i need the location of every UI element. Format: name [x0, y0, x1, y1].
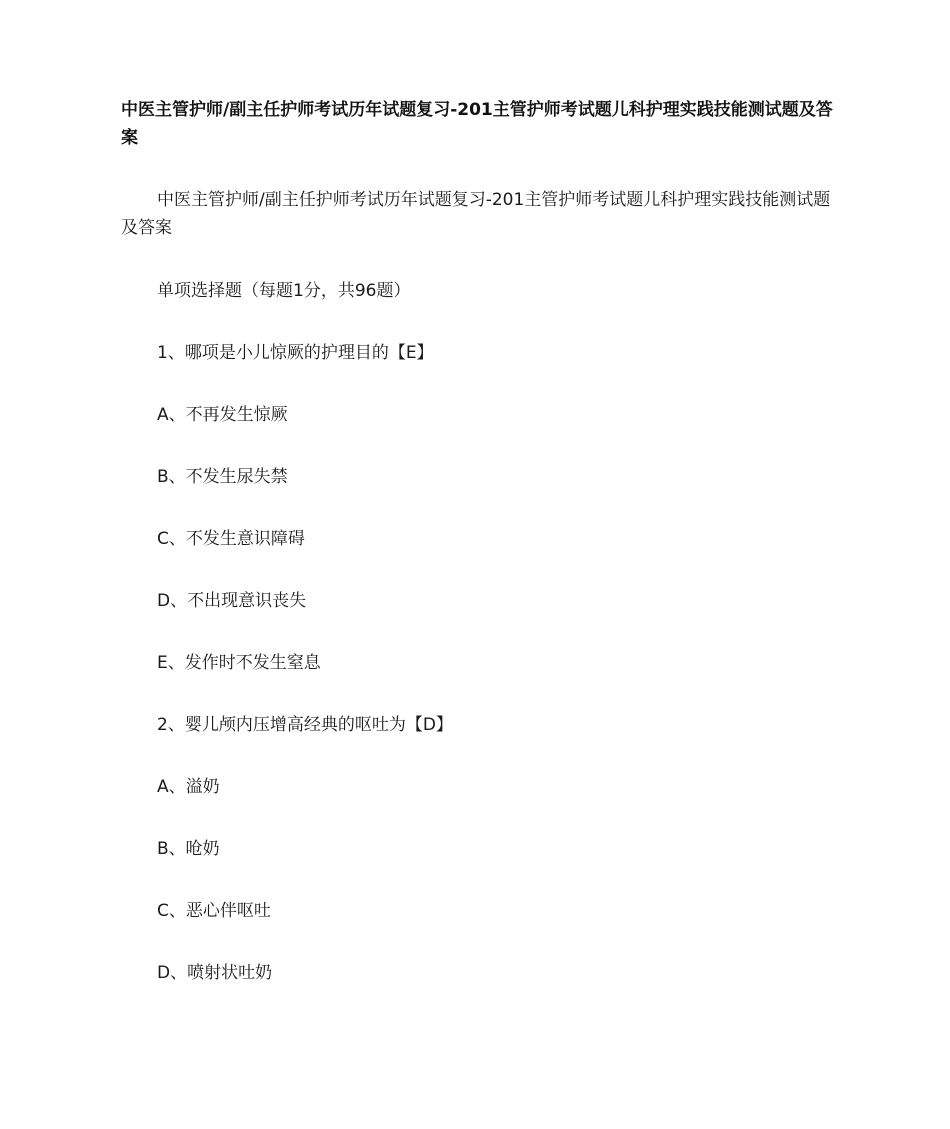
- question-1-option-a: A、不再发生惊厥: [157, 405, 288, 425]
- question-1-option-d: D、不出现意识丧失: [157, 591, 307, 611]
- question-1-option-c: C、不发生意识障碍: [157, 529, 305, 549]
- question-2-option-a: A、溢奶: [157, 777, 220, 797]
- intro-paragraph: 中医主管护师/副主任护师考试历年试题复习-201主管护师考试题儿科护理实践技能测试题及答案: [121, 190, 831, 238]
- question-1-option-e: E、发作时不发生窒息: [157, 653, 321, 673]
- question-2-option-c: C、恶心伴呕吐: [157, 901, 271, 921]
- question-2: 2、婴儿颅内压增高经典的呕吐为【D】: [157, 715, 453, 735]
- question-2-option-d: D、喷射状吐奶: [157, 963, 273, 983]
- question-2-option-b: B、呛奶: [157, 839, 220, 859]
- question-1-option-b: B、不发生尿失禁: [157, 467, 288, 487]
- question-1: 1、哪项是小儿惊厥的护理目的【E】: [157, 343, 434, 363]
- section-heading: 单项选择题（每题1分，共96题）: [157, 281, 411, 301]
- document-title: 中医主管护师/副主任护师考试历年试题复习-201主管护师考试题儿科护理实践技能测试题及答案: [121, 100, 833, 148]
